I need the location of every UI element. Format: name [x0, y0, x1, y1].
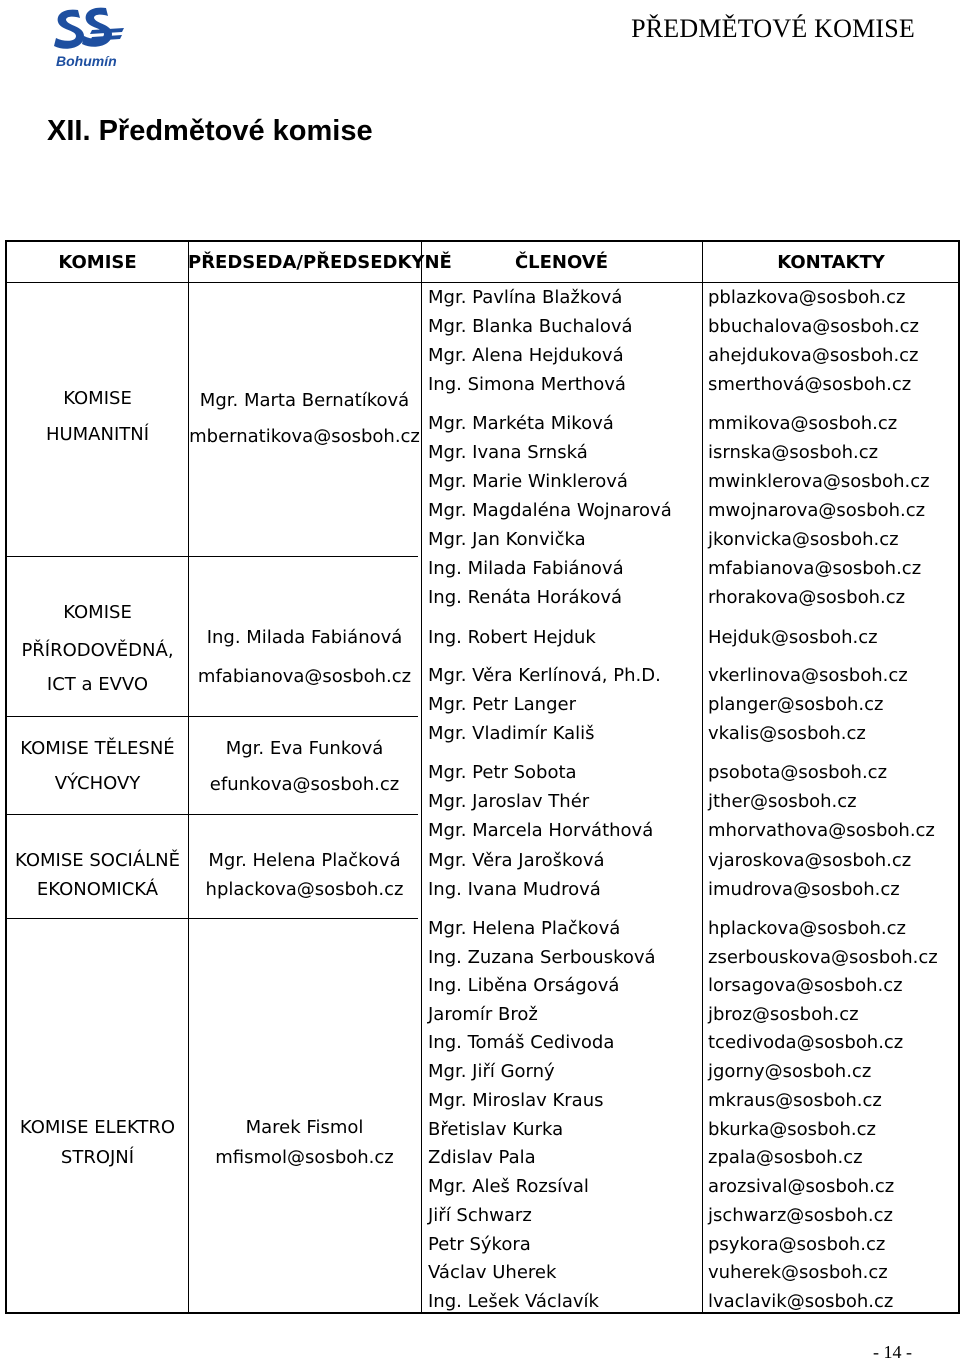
member-name: Mgr. Aleš Rozsíval [428, 1176, 589, 1197]
komise-name-line: PŘÍRODOVĚDNÁ, [21, 640, 174, 661]
column-divider [702, 242, 703, 1312]
member-email[interactable]: vjaroskova@sosboh.cz [708, 850, 912, 871]
member-name: Ing. Zuzana Serbousková [428, 947, 656, 968]
school-logo-graphic [48, 4, 128, 72]
header-komise: KOMISE [58, 252, 137, 273]
chair-name: Mgr. Helena Plačková [208, 850, 401, 871]
member-email[interactable]: hplackova@sosboh.cz [708, 918, 906, 939]
komise-name-line: KOMISE [63, 602, 132, 623]
member-name: Mgr. Věra Jarošková [428, 850, 605, 871]
header-predseda: PŘEDSEDA/PŘEDSEDKYNĚ [188, 252, 452, 273]
member-name: Mgr. Petr Sobota [428, 762, 577, 783]
komise-name-line: STROJNÍ [60, 1147, 135, 1168]
member-name: Ing. Milada Fabiánová [428, 558, 624, 579]
komise-name-line: KOMISE TĚLESNÉ [20, 738, 175, 759]
member-name: Mgr. Markéta Miková [428, 413, 614, 434]
komise-name-line: KOMISE SOCIÁLNĚ [15, 850, 180, 871]
member-name: Ing. Robert Hejduk [428, 627, 596, 648]
member-email[interactable]: pblazkova@sosboh.cz [708, 287, 906, 308]
row-divider [7, 556, 418, 557]
member-name: Mgr. Marcela Horváthová [428, 820, 654, 841]
member-email[interactable]: jkonvicka@sosboh.cz [708, 529, 899, 550]
chair-email[interactable]: hplackova@sosboh.cz [205, 879, 404, 900]
member-name: Zdislav Pala [428, 1147, 536, 1168]
member-email[interactable]: smerthová@sosboh.cz [708, 374, 912, 395]
row-divider [7, 716, 418, 717]
member-email[interactable]: bkurka@sosboh.cz [708, 1119, 876, 1140]
komise-name-line: KOMISE [63, 388, 132, 409]
member-email[interactable]: tcedivoda@sosboh.cz [708, 1032, 904, 1053]
member-email[interactable]: mwinklerova@sosboh.cz [708, 471, 930, 492]
member-name: Mgr. Věra Kerlínová, Ph.D. [428, 665, 661, 686]
member-name: Ing. Liběna Orságová [428, 975, 620, 996]
section-title: XII. Předmětové komise [47, 115, 373, 147]
logo-text: Bohumín [56, 53, 117, 69]
member-email[interactable]: Hejduk@sosboh.cz [708, 627, 878, 648]
member-name: Mgr. Blanka Buchalová [428, 316, 633, 337]
member-email[interactable]: vuherek@sosboh.cz [708, 1262, 888, 1283]
member-email[interactable]: vkalis@sosboh.cz [708, 723, 866, 744]
school-logo [48, 4, 128, 72]
member-name: Mgr. Helena Plačková [428, 918, 621, 939]
committees-table [5, 240, 960, 1314]
komise-name-line: HUMANITNÍ [45, 424, 150, 445]
member-email[interactable]: zserbouskova@sosboh.cz [708, 947, 938, 968]
member-name: Ing. Simona Merthová [428, 374, 626, 395]
komise-name-line: KOMISE ELEKTRO [19, 1117, 176, 1138]
member-name: Ing. Tomáš Cedivoda [428, 1032, 615, 1053]
member-email[interactable]: mwojnarova@sosboh.cz [708, 500, 926, 521]
member-name: Ing. Ivana Mudrová [428, 879, 601, 900]
member-name: Ing. Renáta Horáková [428, 587, 623, 608]
member-name: Jiří Schwarz [428, 1205, 532, 1226]
member-name: Petr Sýkora [428, 1234, 531, 1255]
member-email[interactable]: ahejdukova@sosboh.cz [708, 345, 919, 366]
member-email[interactable]: jschwarz@sosboh.cz [708, 1205, 893, 1226]
row-divider [7, 814, 418, 815]
member-email[interactable]: imudrova@sosboh.cz [708, 879, 900, 900]
member-email[interactable]: bbuchalova@sosboh.cz [708, 316, 919, 337]
member-name: Mgr. Vladimír Kališ [428, 723, 595, 744]
member-email[interactable]: mfabianova@sosboh.cz [708, 558, 922, 579]
komise-name-line: VÝCHOVY [54, 773, 141, 794]
chair-email[interactable]: mfismol@sosboh.cz [215, 1147, 394, 1168]
chair-name: Mgr. Eva Funková [225, 738, 384, 759]
header-divider [7, 282, 958, 283]
member-name: Mgr. Pavlína Blažková [428, 287, 623, 308]
member-name: Mgr. Jan Konvička [428, 529, 586, 550]
member-name: Mgr. Marie Winklerová [428, 471, 628, 492]
row-divider [7, 918, 418, 919]
member-name: Mgr. Miroslav Kraus [428, 1090, 604, 1111]
header-clenove: ČLENOVÉ [514, 252, 609, 273]
member-name: Mgr. Magdaléna Wojnarová [428, 500, 672, 521]
member-email[interactable]: rhorakova@sosboh.cz [708, 587, 906, 608]
chair-name: Marek Fismol [245, 1117, 364, 1138]
member-email[interactable]: jgorny@sosboh.cz [708, 1061, 872, 1082]
member-email[interactable]: psykora@sosboh.cz [708, 1234, 886, 1255]
member-name: Břetislav Kurka [428, 1119, 564, 1140]
member-email[interactable]: planger@sosboh.cz [708, 694, 884, 715]
member-email[interactable]: jther@sosboh.cz [708, 791, 857, 812]
chair-name: Ing. Milada Fabiánová [206, 627, 403, 648]
member-name: Ing. Lešek Václavík [428, 1291, 599, 1312]
header-kontakty: KONTAKTY [777, 252, 885, 273]
page-number: - 14 - [873, 1342, 912, 1362]
member-email[interactable]: arozsival@sosboh.cz [708, 1176, 895, 1197]
member-name: Mgr. Jaroslav Thér [428, 791, 590, 812]
member-email[interactable]: isrnska@sosboh.cz [708, 442, 879, 463]
member-email[interactable]: lvaclavik@sosboh.cz [708, 1291, 894, 1312]
member-name: Mgr. Alena Hejduková [428, 345, 624, 366]
chair-name: Mgr. Marta Bernatíková [199, 390, 410, 411]
chair-email[interactable]: efunkova@sosboh.cz [209, 774, 400, 795]
member-name: Václav Uherek [428, 1262, 557, 1283]
member-name: Mgr. Petr Langer [428, 694, 576, 715]
komise-name-line: ICT a EVVO [46, 674, 149, 695]
member-email[interactable]: mmikova@sosboh.cz [708, 413, 898, 434]
member-name: Mgr. Jiří Gorný [428, 1061, 555, 1082]
member-name: Jaromír Brož [428, 1004, 538, 1025]
member-email[interactable]: mkraus@sosboh.cz [708, 1090, 882, 1111]
member-email[interactable]: mhorvathova@sosboh.cz [708, 820, 935, 841]
header-title: PŘEDMĚTOVÉ KOMISE [631, 14, 915, 43]
member-email[interactable]: jbroz@sosboh.cz [708, 1004, 859, 1025]
member-email[interactable]: zpala@sosboh.cz [708, 1147, 863, 1168]
komise-name-line: EKONOMICKÁ [36, 879, 159, 900]
chair-email[interactable]: mbernatikova@sosboh.cz [189, 426, 420, 447]
member-email[interactable]: vkerlinova@sosboh.cz [708, 665, 908, 686]
member-name: Mgr. Ivana Srnská [428, 442, 588, 463]
column-divider [421, 242, 422, 1312]
chair-email[interactable]: mfabianova@sosboh.cz [197, 666, 412, 687]
member-email[interactable]: lorsagova@sosboh.cz [708, 975, 903, 996]
member-email[interactable]: psobota@sosboh.cz [708, 762, 888, 783]
